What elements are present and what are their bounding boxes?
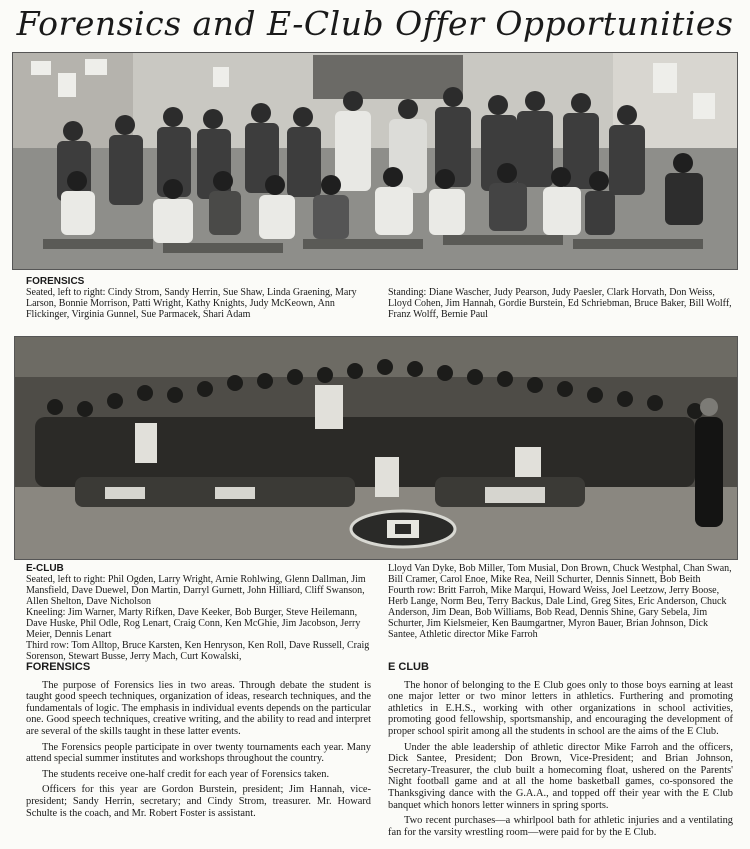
forensics-standing-names: Standing: Diane Wascher, Judy Pearson, Judy Paesler, Clark Horvath, Don Weiss, Lloyd Cohen, Jim Hannah, Gordie Burstein, Ed Schriebman, Bruce Baker, Bill Wolff, Franz Wolff, Bernie Paul [388,287,732,320]
eclub-paragraph-2: Under the able leadership of athletic director Mike Farroh and the officers, Dick Santee, President; Don Brown, Vice-President; and Brian Johnson, Secretary-Treasurer, the club built a homecoming float, ushered on the Parents' Night football game and at all the home basketball games, co-sponsored the Thanksgiving dance with the G.A.A., and topped off their year with the E Club banquet which honors letter winners in spring sports. [388,741,733,811]
forensics-paragraph-4: Officers for this year are Gordon Burstein, president; Jim Hannah, vice-president; Sandy Herrin, secretary; and Cindy Strom, treasurer. Mr. Howard Schulte is the coach, and Mr. Robert Foster is assistant. [26,784,371,819]
page-title: Forensics and E-Club Offer Opportunities [16,4,734,43]
forensics-paragraph-2: The Forensics people participate in over twenty tournaments each year. Many attend special summer institutes and workshops throughout the country. [26,741,371,765]
forensics-caption-left [26,276,371,320]
eclub-paragraph-1: The honor of belonging to the E Club goes only to those boys earning at least one major letter or two minor letters in athletics. Furthering and promoting athletics in E.H.S., working with other organizations in school activities, promoting good fellowship, sportsmanship, and encouraging the development of proper school spirit among all the students in school are the aims of the E Club. [388,679,733,737]
forensics-paragraph-3: The students receive one-half credit for each year of Forensics taken. [42,768,330,780]
forensics-article [26,662,371,823]
eclub-kneeling-names: Kneeling: Jim Warner, Marty Rifken, Dave Keeker, Bob Burger, Steve Heilemann, Dave Huske, Phil Odle, Rog Lenart, Craig Conn, Ken McGhie, Jim Jacobson, Jerry Meier, Dennis Lenart [26,607,361,640]
eclub-article-heading: E CLUB [388,661,429,673]
eclub-caption-heading: E-CLUB [26,563,64,574]
eclub-photo-drawing [15,337,737,559]
forensics-photo-drawing [13,53,737,269]
eclub-caption-right [388,563,733,640]
eclub-third-row-continued: Lloyd Van Dyke, Bob Miller, Tom Musial, Don Brown, Chuck Westphal, Chan Swan, Bill Cramer, Carol Enoe, Mike Rea, Neill Schurter, Dennis Sinnett, Bob Beith [388,563,732,585]
eclub-fourth-row-names: Fourth row: Britt Farroh, Mike Marqui, Howard Weiss, Joel Leetzow, Jerry Boose, Herb Lange, Norm Beu, Terry Backus, Dale Lind, Greg Sites, Eric Anderson, Chuck Anderson, Jim Dean, Bob Williams, Bob Read, Dennis Shine, Gary Sebela, Jim Schurter, Jim Kielsmeier, Ken Baumgartner, Myron Bauer, Brian Johnson, Dick Santee, Athletic director Mike Farroh [388,585,727,640]
forensics-paragraph-1: The purpose of Forensics lies in two areas. Through debate the student is taught good speech techniques, organization of ideas, research techniques, and the fundamentals of logic. The emphasis in individual events depends on the particular one. Good speech techniques, creative writing, and the ability to read and interpret are several of the skills taught in these latter events. [26,679,371,737]
forensics-caption-heading: FORENSICS [26,276,85,287]
eclub-seated-names: Seated, left to right: Phil Ogden, Larry Wright, Arnie Rohlwing, Glenn Dallman, Jim Mansfield, Dave Duewel, Don Martin, Darryl Gurnett, John Hilliard, Cliff Swanson, Allen Shelton, Dave Nicholson [26,574,366,607]
forensics-caption-right [388,287,733,320]
eclub-caption-left [26,563,371,662]
forensics-group-photo [12,52,738,270]
eclub-paragraph-3: Two recent purchases—a whirlpool bath for athletic injuries and a ventilating fan for the varsity wrestling room—were paid for by the E Club. [388,815,733,838]
forensics-article-heading: FORENSICS [26,661,91,673]
eclub-article [388,662,733,842]
eclub-third-row-names: Third row: Tom Alltop, Bruce Karsten, Ken Henryson, Ken Roll, Dave Russell, Craig Sorenson, Stewart Busse, Jerry Mach, Curt Kowalski, [26,640,370,662]
forensics-seated-names: Seated, left to right: Cindy Strom, Sandy Herrin, Sue Shaw, Linda Graening, Mary Larson, Bonnie Morrison, Patti Wright, Kathy Knights, Judy McKeown, Ann Flickinger, Virginia Gunnel, Sue Parmacek, Shari Adam [26,287,357,320]
eclub-group-photo [14,336,738,560]
